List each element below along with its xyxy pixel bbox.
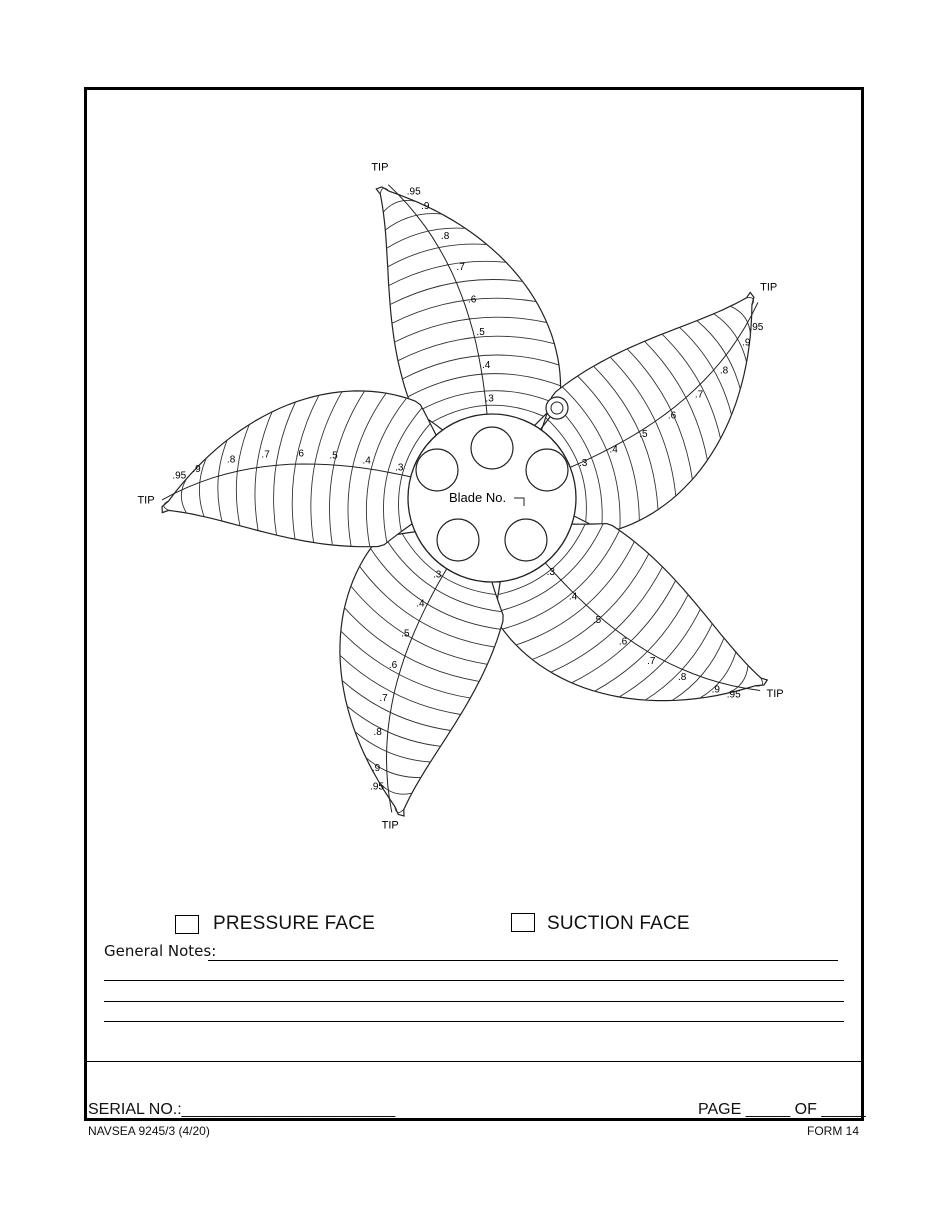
station-label: .4 — [362, 455, 371, 467]
tip-label: TIP — [381, 819, 399, 832]
tip-label: TIP — [371, 161, 389, 174]
station-label: .8 — [373, 727, 382, 739]
station-label: .7 — [261, 449, 270, 461]
bolt-hole — [416, 449, 458, 491]
station-label: .3 — [433, 569, 442, 581]
station-label: .9 — [371, 763, 381, 775]
station-label: .7 — [647, 655, 656, 667]
station-label: .5 — [401, 628, 410, 640]
blade-5 — [137, 391, 438, 547]
station-label: .5 — [329, 450, 338, 462]
station-label: .95 — [406, 186, 421, 198]
station-label: .9 — [742, 337, 751, 349]
pressure-face-checkbox[interactable] — [175, 915, 199, 934]
station-label: .3 — [395, 462, 404, 474]
station-label: .95 — [726, 689, 741, 701]
station-label: .6 — [295, 448, 304, 460]
form-id: NAVSEA 9245/3 (4/20) — [88, 1124, 210, 1138]
blade-number-label: Blade No. — [449, 490, 507, 505]
station-label: .4 — [482, 360, 491, 372]
station-label: .4 — [568, 591, 578, 603]
station-label: .9 — [192, 464, 201, 476]
station-label: .8 — [226, 454, 236, 466]
station-label: .5 — [592, 615, 602, 627]
notes-line-3[interactable] — [104, 1001, 844, 1002]
notes-line-2[interactable] — [104, 980, 844, 981]
pressure-face-label: PRESSURE FACE — [213, 913, 376, 934]
blade-1 — [371, 162, 560, 433]
general-notes-label: General Notes: — [104, 942, 217, 960]
station-label: .95 — [172, 470, 187, 482]
footer-divider — [84, 1061, 864, 1062]
station-label: .3 — [546, 566, 555, 578]
key-ring-inner — [551, 402, 563, 414]
station-label: .8 — [678, 672, 687, 684]
station-label: .95 — [370, 781, 384, 793]
bolt-hole — [471, 427, 513, 469]
station-label: .6 — [388, 659, 398, 671]
station-label: .5 — [476, 327, 485, 339]
tip-label: TIP — [137, 494, 155, 507]
notes-line-4[interactable] — [104, 1021, 844, 1022]
station-label: .7 — [694, 389, 704, 401]
station-label: .7 — [456, 262, 465, 274]
suction-face-checkbox[interactable] — [511, 913, 535, 932]
station-label: .6 — [468, 294, 477, 306]
station-label: .8 — [440, 230, 450, 242]
station-label: .3 — [485, 393, 494, 405]
propeller-diagram — [84, 90, 864, 850]
station-label: .3 — [579, 457, 588, 469]
station-label: .6 — [667, 410, 677, 422]
page-of-field[interactable]: PAGE _____ OF _____ — [698, 1101, 866, 1118]
station-label: .95 — [749, 321, 764, 333]
station-label: .9 — [421, 200, 430, 212]
bolt-hole — [505, 519, 547, 561]
tip-label: TIP — [760, 281, 778, 294]
serial-number-field[interactable]: SERIAL NO.:________________________ — [88, 1101, 396, 1118]
station-label: .7 — [379, 692, 388, 704]
notes-line-1[interactable] — [208, 960, 838, 961]
form-number: FORM 14 — [807, 1124, 860, 1138]
station-label: .5 — [639, 428, 648, 440]
bolt-hole — [526, 449, 568, 491]
suction-face-label: SUCTION FACE — [547, 913, 690, 934]
station-label: .4 — [416, 598, 425, 610]
station-label: .4 — [609, 444, 618, 456]
station-label: .6 — [618, 636, 628, 648]
station-label: .8 — [719, 365, 729, 377]
station-label: .9 — [711, 684, 720, 696]
bolt-hole — [437, 519, 479, 561]
tip-label: TIP — [766, 688, 784, 700]
